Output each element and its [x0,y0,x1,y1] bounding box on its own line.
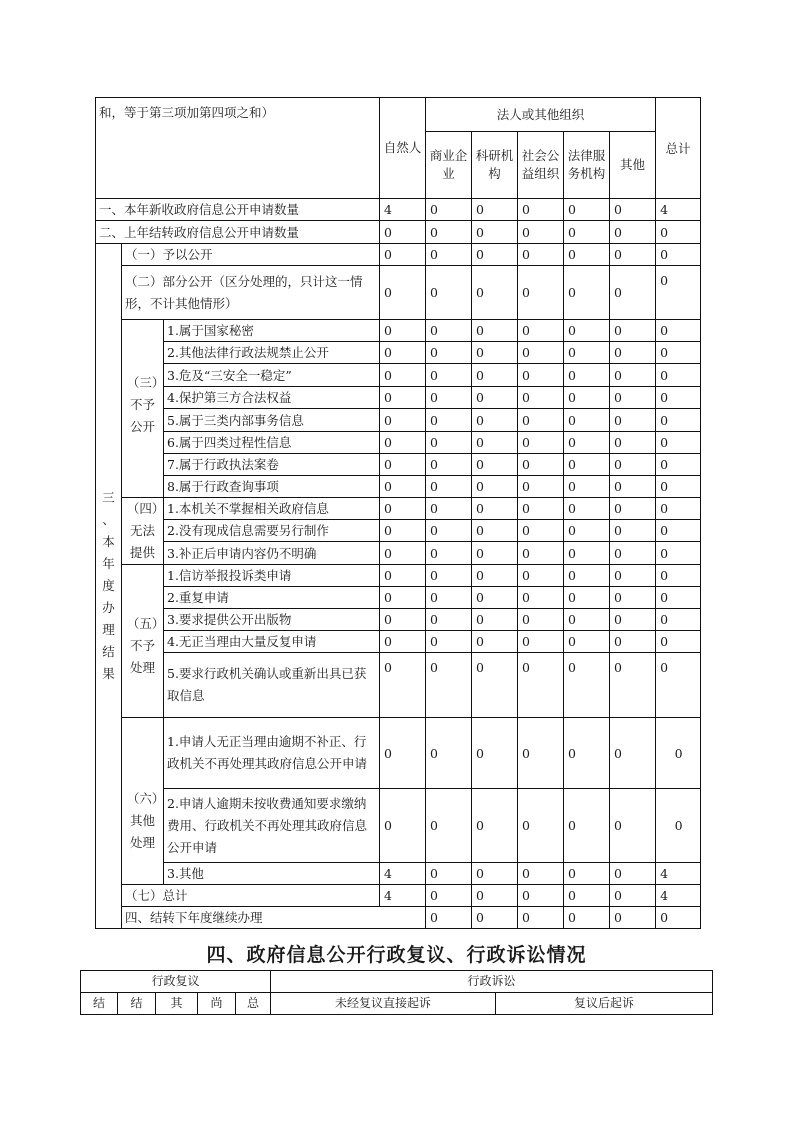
header-other: 其他 [610,132,656,199]
header-commercial: 商业企业 [426,132,472,199]
value-cell: 0 [380,387,426,409]
group-label-s6: （六）其他处理 [122,718,164,885]
value-cell: 0 [426,863,472,885]
value-total: 0 [656,498,701,520]
value-cell: 0 [518,454,564,476]
value-total: 0 [656,653,701,718]
value-cell: 0 [610,221,656,244]
value-total: 0 [656,609,701,631]
value-cell: 0 [380,718,426,789]
section3-label: 三 、 本 年 度 办 理 结 果 [96,244,122,929]
row-label: （一）予以公开 [122,244,380,266]
group-label-s5: （五）不予处理 [122,565,164,718]
value-cell: 0 [518,653,564,718]
header-legal-group: 法人或其他组织 [426,98,656,132]
value-cell: 0 [564,266,610,320]
table-row [96,907,701,929]
value-total: 4 [656,863,701,885]
value-cell: 0 [564,409,610,432]
table-row [96,476,701,498]
value-total: 0 [656,542,701,565]
value-total: 0 [656,409,701,432]
value-cell: 0 [472,432,518,454]
value-cell: 0 [610,718,656,789]
value-cell: 0 [610,542,656,565]
value-cell: 0 [564,342,610,364]
value-cell: 0 [564,653,610,718]
value-cell: 0 [380,789,426,863]
value-cell: 0 [610,907,656,929]
row-label: 2.没有现成信息需要另行制作 [164,520,380,542]
row-label: （二）部分公开（区分处理的，只计这一情形，不计其他情形） [122,266,380,320]
value-cell: 0 [380,609,426,631]
table-row [96,542,701,565]
value-cell: 0 [518,907,564,929]
table-row [96,565,701,587]
value-cell: 0 [564,387,610,409]
table-row [96,863,701,885]
header-continued-text: 和，等于第三项加第四项之和） [96,98,380,199]
value-cell: 0 [564,364,610,387]
value-cell: 0 [472,244,518,266]
row-label: 3.要求提供公开出版物 [164,609,380,631]
value-total: 0 [656,244,701,266]
value-cell: 0 [610,266,656,320]
value-cell: 0 [610,885,656,907]
value-cell: 0 [472,653,518,718]
value-cell: 0 [472,320,518,342]
value-cell: 0 [610,320,656,342]
value-total: 0 [656,565,701,587]
table-row [96,498,701,520]
value-cell: 0 [564,885,610,907]
table-row [96,266,701,320]
foi-statistics-table [95,97,701,929]
value-cell: 4 [380,863,426,885]
value-cell: 0 [426,266,472,320]
table-row [96,653,701,718]
review-litigation-table [80,970,713,1015]
value-cell: 0 [380,520,426,542]
table-row [96,718,701,789]
review-col: 其 [156,993,198,1015]
value-cell: 0 [472,454,518,476]
table-row [96,387,701,409]
value-cell: 0 [610,387,656,409]
value-total: 0 [656,476,701,498]
table-row [96,454,701,476]
row-label: 二、上年结转政府信息公开申请数量 [96,221,380,244]
value-cell: 0 [380,498,426,520]
table-row [96,520,701,542]
value-cell: 0 [472,565,518,587]
value-cell: 0 [564,542,610,565]
value-cell: 0 [380,454,426,476]
value-cell: 0 [472,609,518,631]
value-cell: 0 [564,565,610,587]
value-cell: 0 [518,587,564,609]
value-cell: 0 [472,542,518,565]
value-total: 0 [656,364,701,387]
table-row [96,244,701,266]
value-cell: 0 [426,565,472,587]
header-after-review: 复议后起诉 [496,993,713,1015]
value-cell: 0 [426,342,472,364]
row-label: 2.申请人逾期未按收费通知要求缴纳费用、行政机关不再处理其政府信息公开申请 [164,789,380,863]
value-cell: 0 [426,907,472,929]
value-cell: 0 [426,432,472,454]
table-row [96,342,701,364]
value-cell: 0 [564,498,610,520]
value-cell: 0 [564,631,610,653]
value-cell: 0 [518,609,564,631]
value-cell: 0 [518,565,564,587]
value-cell: 4 [380,885,426,907]
value-cell: 0 [472,342,518,364]
value-cell: 0 [426,364,472,387]
value-cell: 0 [426,609,472,631]
row-label: 2.其他法律行政法规禁止公开 [164,342,380,364]
value-cell: 0 [426,498,472,520]
value-cell: 0 [472,789,518,863]
value-cell: 0 [518,718,564,789]
value-cell: 0 [380,432,426,454]
value-cell: 0 [564,244,610,266]
value-cell: 0 [472,520,518,542]
value-total: 0 [656,718,701,789]
value-cell: 0 [426,476,472,498]
value-total: 0 [656,789,701,863]
value-cell: 0 [380,266,426,320]
value-total: 4 [656,199,701,221]
value-total: 0 [656,387,701,409]
row-label: 3.危及“三安全一稳定” [164,364,380,387]
value-total: 0 [656,320,701,342]
value-cell: 0 [518,520,564,542]
value-total: 0 [656,631,701,653]
header-admin-review: 行政复议 [81,971,271,993]
value-cell: 0 [472,387,518,409]
value-cell: 0 [610,565,656,587]
value-cell: 0 [380,565,426,587]
row-label: 1.申请人无正当理由逾期不补正、行政机关不再处理其政府信息公开申请 [164,718,380,789]
header-legal-service: 法律服务机构 [564,132,610,199]
value-cell: 0 [518,342,564,364]
value-cell: 0 [564,609,610,631]
header-direct-suit: 未经复议直接起诉 [271,993,496,1015]
value-cell: 0 [426,885,472,907]
value-cell: 0 [472,221,518,244]
row-label: 3.其他 [164,863,380,885]
value-cell: 0 [610,609,656,631]
value-cell: 0 [518,364,564,387]
value-cell: 0 [426,631,472,653]
value-cell: 0 [426,789,472,863]
review-col: 结 [118,993,156,1015]
value-cell: 0 [518,266,564,320]
value-cell: 0 [610,520,656,542]
value-cell: 0 [380,542,426,565]
value-cell: 0 [426,454,472,476]
value-cell: 0 [472,885,518,907]
header-research: 科研机构 [472,132,518,199]
value-cell: 0 [564,587,610,609]
row-label: 4.保护第三方合法权益 [164,387,380,409]
value-cell: 0 [564,221,610,244]
row-label: 7.属于行政执法案卷 [164,454,380,476]
row-label: 8.属于行政查询事项 [164,476,380,498]
value-total: 0 [656,520,701,542]
value-cell: 0 [610,631,656,653]
value-total: 0 [656,454,701,476]
value-cell: 0 [518,199,564,221]
table-row [96,409,701,432]
value-cell: 0 [564,789,610,863]
value-cell: 0 [380,320,426,342]
value-cell: 0 [610,789,656,863]
section-title: 四、政府信息公开行政复议、行政诉讼情况 [206,944,587,966]
value-cell: 0 [426,409,472,432]
value-cell: 0 [380,409,426,432]
row-label: 四、结转下年度继续办理 [122,907,426,929]
value-cell: 0 [426,542,472,565]
header-natural-person: 自然人 [380,98,426,199]
value-cell: 0 [472,199,518,221]
table-row [96,199,701,221]
value-cell: 0 [518,387,564,409]
review-col: 总 [236,993,271,1015]
value-cell: 0 [518,432,564,454]
value-cell: 0 [472,907,518,929]
value-total: 0 [656,587,701,609]
value-cell: 0 [610,409,656,432]
value-cell: 0 [656,907,701,929]
value-total: 0 [656,342,701,364]
row-label: （七）总计 [122,885,380,907]
value-cell: 0 [426,387,472,409]
value-cell: 0 [518,885,564,907]
value-cell: 0 [518,498,564,520]
value-cell: 0 [380,342,426,364]
header-total: 总计 [656,98,701,199]
value-cell: 0 [518,789,564,863]
value-cell: 0 [518,320,564,342]
value-cell: 0 [518,863,564,885]
group-label-s4: （四）无法提供 [122,498,164,565]
value-cell: 0 [426,320,472,342]
value-cell: 0 [610,342,656,364]
value-cell: 0 [426,199,472,221]
value-cell: 0 [472,476,518,498]
value-cell: 0 [380,631,426,653]
table-row [96,432,701,454]
value-cell: 0 [564,454,610,476]
value-cell: 0 [564,199,610,221]
value-cell: 0 [564,718,610,789]
row-label: 5.要求行政机关确认或重新出具已获取信息 [164,653,380,718]
value-cell: 0 [472,718,518,789]
value-cell: 0 [564,907,610,929]
value-cell: 0 [564,520,610,542]
value-cell: 0 [518,542,564,565]
value-cell: 0 [564,476,610,498]
value-cell: 0 [610,199,656,221]
value-total: 0 [656,221,701,244]
table-row [96,221,701,244]
value-cell: 0 [380,244,426,266]
row-label: 一、本年新收政府信息公开申请数量 [96,199,380,221]
value-cell: 0 [380,653,426,718]
value-cell: 0 [472,364,518,387]
value-cell: 0 [426,718,472,789]
value-cell: 0 [380,476,426,498]
value-cell: 0 [426,653,472,718]
row-label: 5.属于三类内部事务信息 [164,409,380,432]
value-total: 0 [656,432,701,454]
value-cell: 0 [426,221,472,244]
value-cell: 0 [380,364,426,387]
value-cell: 0 [610,653,656,718]
value-cell: 0 [518,631,564,653]
value-cell: 0 [472,863,518,885]
value-cell: 0 [426,520,472,542]
value-cell: 0 [610,476,656,498]
value-cell: 0 [564,432,610,454]
value-cell: 0 [426,244,472,266]
value-cell: 0 [472,498,518,520]
review-col: 尚 [198,993,236,1015]
group-label-s3: （三）不予公开 [122,320,164,498]
value-cell: 0 [610,244,656,266]
value-cell: 0 [472,631,518,653]
value-cell: 0 [610,364,656,387]
table-row [96,587,701,609]
table-row [96,631,701,653]
row-label: 2.重复申请 [164,587,380,609]
value-cell: 0 [472,587,518,609]
value-cell: 0 [380,587,426,609]
row-label: 3.补正后申请内容仍不明确 [164,542,380,565]
value-cell: 0 [518,221,564,244]
row-label: 1.属于国家秘密 [164,320,380,342]
review-col: 结 [81,993,118,1015]
value-cell: 0 [518,409,564,432]
value-total: 4 [656,885,701,907]
row-label: 1.信访举报投诉类申请 [164,565,380,587]
value-cell: 0 [472,266,518,320]
value-cell: 0 [564,320,610,342]
header-admin-litigation: 行政诉讼 [271,971,713,993]
row-label: 6.属于四类过程性信息 [164,432,380,454]
row-label: 1.本机关不掌握相关政府信息 [164,498,380,520]
value-cell: 0 [610,587,656,609]
value-cell: 0 [610,498,656,520]
value-cell: 0 [426,587,472,609]
header-social: 社会公益组织 [518,132,564,199]
value-cell: 0 [518,476,564,498]
value-cell: 0 [564,863,610,885]
row-label: 4.无正当理由大量反复申请 [164,631,380,653]
value-cell: 0 [610,454,656,476]
table-row [96,885,701,907]
table-row [96,789,701,863]
value-cell: 4 [380,199,426,221]
table-row [96,609,701,631]
table-row [96,364,701,387]
value-cell: 0 [610,432,656,454]
value-cell: 0 [518,244,564,266]
table-row [96,320,701,342]
value-cell: 0 [472,409,518,432]
value-cell: 0 [610,863,656,885]
value-cell: 0 [380,221,426,244]
value-total: 0 [656,266,701,320]
